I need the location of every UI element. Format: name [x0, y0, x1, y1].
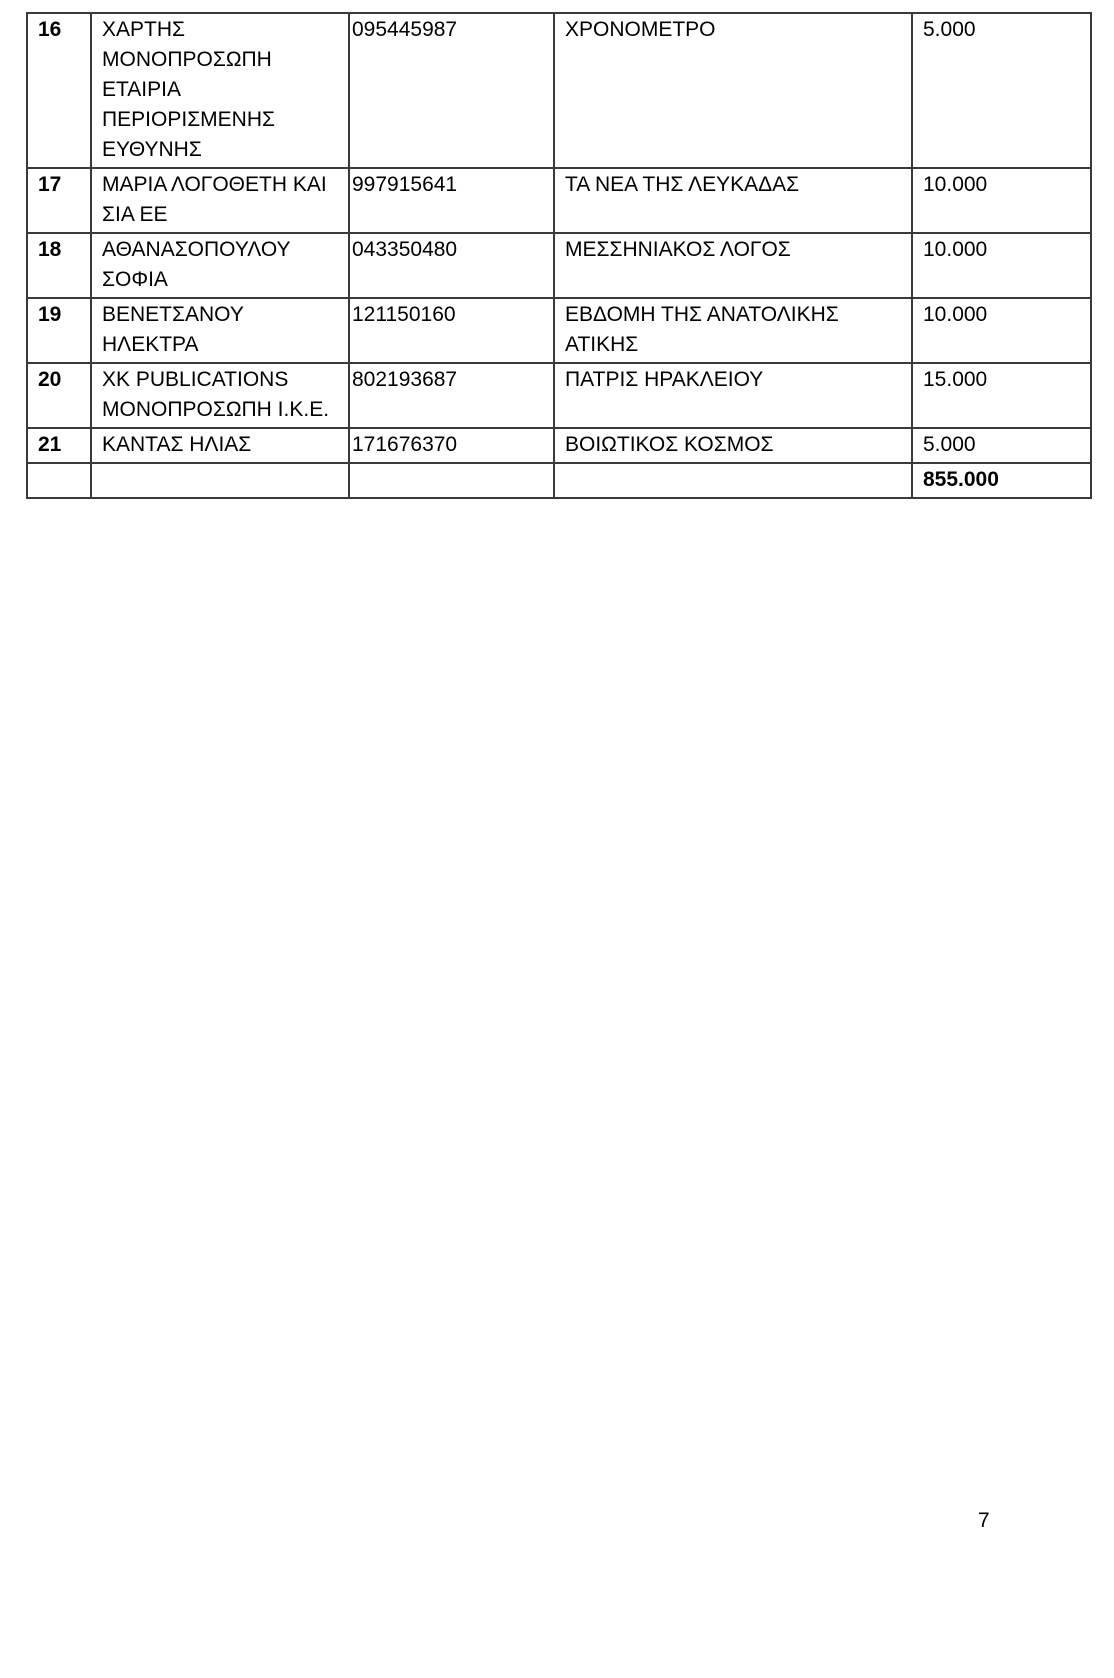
- table-row: [27, 298, 1091, 363]
- company-name: XK PUBLICATIONS ΜΟΝΟΠΡΟΣΩΠΗ Ι.Κ.Ε.: [91, 363, 349, 428]
- tax-id: 997915641: [349, 168, 554, 233]
- company-name: ΒΕΝΕΤΣΑΝΟΥ ΗΛΕΚΤΡΑ: [91, 298, 349, 363]
- total-row: [27, 463, 1091, 498]
- table-row: [27, 233, 1091, 298]
- row-number: 18: [27, 233, 91, 298]
- publication-title: ΧΡΟΝΟΜΕΤΡΟ: [554, 13, 912, 168]
- publication-title: ΠΑΤΡΙΣ ΗΡΑΚΛΕΙΟΥ: [554, 363, 912, 428]
- publication-title: ΜΕΣΣΗΝΙΑΚΟΣ ΛΟΓΟΣ: [554, 233, 912, 298]
- row-number: 19: [27, 298, 91, 363]
- table-row: [27, 428, 1091, 463]
- publication-title: ΤΑ ΝΕΑ ΤΗΣ ΛΕΥΚΑΔΑΣ: [554, 168, 912, 233]
- company-name: ΧΑΡΤΗΣ ΜΟΝΟΠΡΟΣΩΠΗ ΕΤΑΙΡΙΑ ΠΕΡΙΟΡΙΣΜΕΝΗΣ ΕΥΘΥΝΗΣ: [91, 13, 349, 168]
- publication-title: ΕΒΔΟΜΗ ΤΗΣ ΑΝΑΤΟΛΙΚΗΣ ΑΤΙΚΗΣ: [554, 298, 912, 363]
- company-name: ΑΘΑΝΑΣΟΠΟΥΛΟΥ ΣΟΦΙΑ: [91, 233, 349, 298]
- row-number: 17: [27, 168, 91, 233]
- company-name: ΚΑΝΤΑΣ ΗΛΙΑΣ: [91, 428, 349, 463]
- amount: 5.000: [912, 428, 1091, 463]
- empty-cell: [349, 463, 554, 498]
- tax-id: 171676370: [349, 428, 554, 463]
- page-number: 7: [978, 1509, 990, 1532]
- publication-title: ΒΟΙΩΤΙΚΟΣ ΚΟΣΜΟΣ: [554, 428, 912, 463]
- tax-id: 095445987: [349, 13, 554, 168]
- amount: 15.000: [912, 363, 1091, 428]
- table-row: [27, 363, 1091, 428]
- empty-cell: [27, 463, 91, 498]
- empty-cell: [554, 463, 912, 498]
- table-row: [27, 13, 1091, 168]
- grants-table: [26, 12, 1092, 499]
- row-number: 20: [27, 363, 91, 428]
- row-number: 21: [27, 428, 91, 463]
- amount: 10.000: [912, 168, 1091, 233]
- table-row: [27, 168, 1091, 233]
- total-amount: 855.000: [912, 463, 1091, 498]
- tax-id: 802193687: [349, 363, 554, 428]
- amount: 10.000: [912, 233, 1091, 298]
- company-name: ΜΑΡΙΑ ΛΟΓΟΘΕΤΗ ΚΑΙ ΣΙΑ ΕΕ: [91, 168, 349, 233]
- row-number: 16: [27, 13, 91, 168]
- amount: 5.000: [912, 13, 1091, 168]
- amount: 10.000: [912, 298, 1091, 363]
- empty-cell: [91, 463, 349, 498]
- tax-id: 043350480: [349, 233, 554, 298]
- tax-id: 121150160: [349, 298, 554, 363]
